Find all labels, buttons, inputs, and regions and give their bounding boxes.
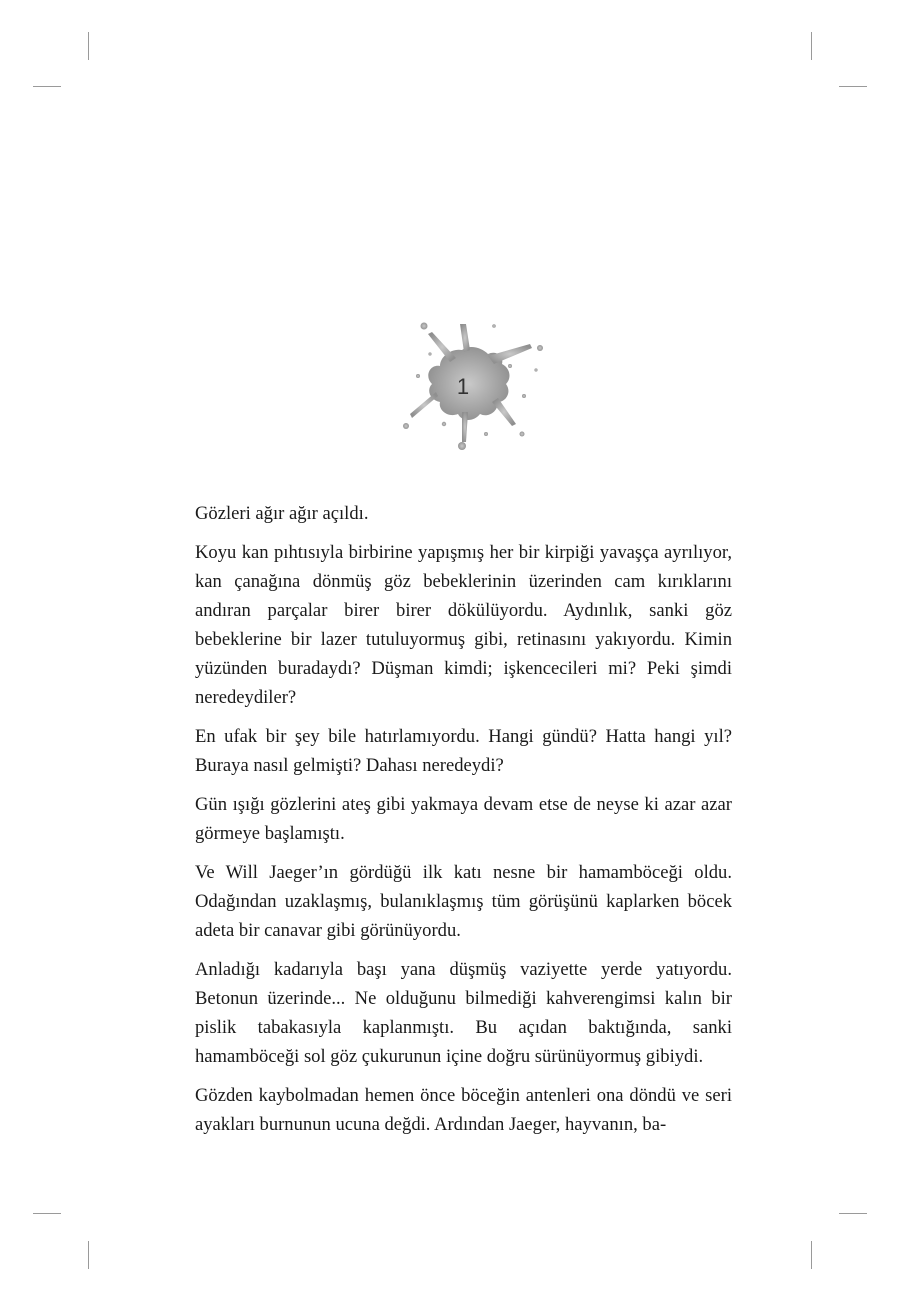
paragraph: Ve Will Jaeger’ın gördüğü ilk katı nesne bir hamamböceği oldu. Odağından uzaklaşmış, bulanıklaşmış tüm görüşünü kaplarken böcek adeta bir canavar gibi görünüyordu.	[195, 862, 732, 941]
paragraph: Koyu kan pıhtısıyla birbirine yapışmış her bir kirpiği yavaşça ayrılıyor, kan çanağına dönmüş göz bebeklerinin üzerinden cam kırıklarını andıran parçalar birer birer dökülüyordu. Aydınlık, sanki göz bebeklerine bir lazer tutuluyormuş gibi, retinasını yakıyordu. Kimin yüzünden buradaydı? Düşman kimdi; işkencecileri mi? Peki şimdi neredeydiler?	[195, 542, 732, 708]
crop-mark-top-left-horizontal	[33, 86, 61, 87]
crop-mark-top-right-horizontal	[839, 86, 867, 87]
paragraph: Gün ışığı gözlerini ateş gibi yakmaya devam etse de neyse ki azar azar görmeye başlamıştı.	[195, 794, 732, 844]
crop-mark-bottom-right-horizontal	[839, 1213, 867, 1214]
chapter-ornament	[390, 306, 550, 456]
crop-mark-bottom-left-vertical	[88, 1241, 89, 1269]
crop-mark-top-left-vertical	[88, 32, 89, 60]
paragraph: Gözleri ağır ağır açıldı.	[195, 503, 369, 524]
crop-mark-bottom-left-horizontal	[33, 1213, 61, 1214]
chapter-body	[195, 499, 732, 1149]
crop-mark-top-right-vertical	[811, 32, 812, 60]
paragraph: En ufak bir şey bile hatırlamıyordu. Hangi gündü? Hatta hangi yıl? Buraya nasıl gelmişti? Dahası neredeydi?	[195, 726, 732, 776]
chapter-number: 1	[456, 374, 470, 399]
paragraph: Anladığı kadarıyla başı yana düşmüş vaziyette yerde yatıyordu. Betonun üzerinde... Ne olduğunu bilmediği kahverengimsi kalın bir pislik tabakasıyla kaplanmıştı. Bu açıdan baktığında, sanki hamamböceği sol göz çukurunun içine doğru sürünüyormuş gibiydi.	[195, 959, 732, 1067]
crop-mark-bottom-right-vertical	[811, 1241, 812, 1269]
paragraph: Gözden kaybolmadan hemen önce böceğin antenleri ona döndü ve seri ayakları burnunun ucuna değdi. Ardından Jaeger, hayvanın, ba-	[195, 1085, 732, 1135]
